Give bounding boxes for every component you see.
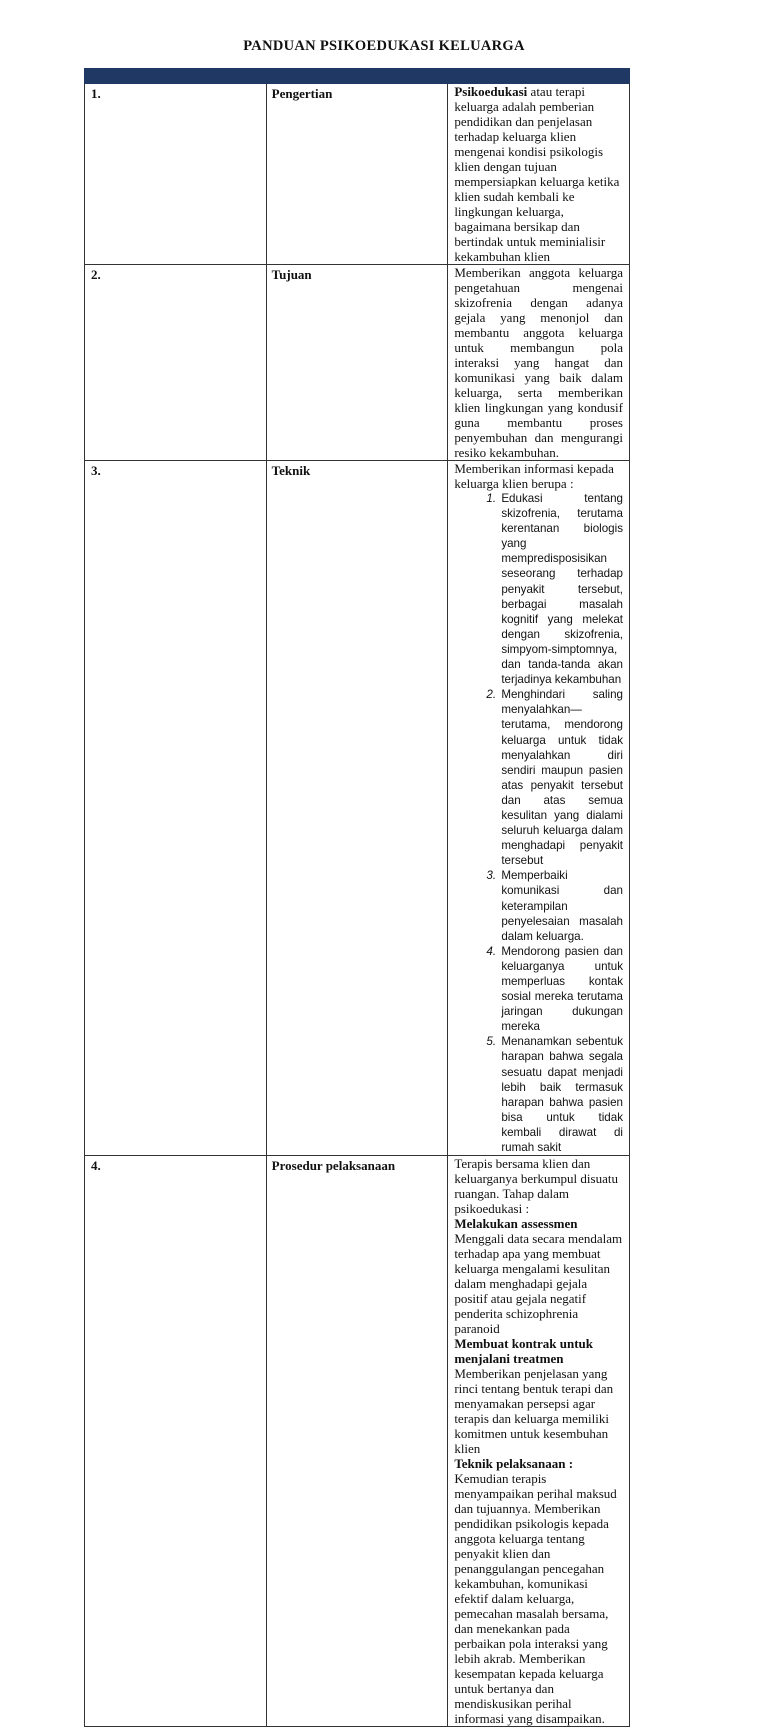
row-number: 1. <box>85 84 267 265</box>
step-heading-assessment: Melakukan assessmen <box>454 1216 578 1232</box>
list-item: 2. Menghindari saling menyalahkan—terutama, mendorong keluarga untuk tidak menyalahkan diri sendiri maupun pasien atas penyakit tersebut dan atas semua kesulitan yang dialami seluruh keluarga dalam menghadapi penyakit tersebut <box>499 687 623 868</box>
technique-intro: Memberikan informasi kepada keluarga klien berupa : <box>454 461 614 491</box>
technique-list <box>454 491 623 1155</box>
step-text-technique: Kemudian terapis menyampaikan perihal maksud dan tujuannya. Memberikan pendidikan psikologis kepada anggota keluarga tentang penyakit klien dan penanggulangan pencegahan kekambuhan, komunikasi efektif dalam keluarga, pemecahan masalah bersama, dan menekankan pada perbaikan pola interaksi yang lebih akrab. Memberikan kesempatan kepada keluarga untuk bertanya dan mendiskusikan perihal informasi yang disampaikan. <box>454 1471 617 1727</box>
row-content <box>448 461 630 1156</box>
term-psikoedukasi: Psikoedukasi <box>454 84 528 99</box>
table-row <box>85 1156 630 1727</box>
guide-table <box>84 68 630 1727</box>
step-text-assessment: Menggali data secara mendalam terhadap apa yang membuat keluarga mengalami kesulitan dalam menghadapi gejala positif atau gejala negatif penderita schizophrenia paranoid <box>454 1231 623 1337</box>
document-title: PANDUAN PSIKOEDUKASI KELUARGA <box>243 38 525 54</box>
row-label: Teknik <box>266 461 448 1156</box>
row-label: Tujuan <box>266 265 448 461</box>
step-heading-technique: Teknik pelaksanaan : <box>454 1456 574 1472</box>
row-label: Pengertian <box>266 84 448 265</box>
list-item: 4. Mendorong pasien dan keluarganya untuk memperluas kontak sosial mereka terutama jaringan dukungan mereka <box>499 944 623 1035</box>
row-content <box>448 1156 630 1727</box>
table-row <box>85 461 630 1156</box>
table-header-bar <box>85 69 630 84</box>
definition-text: atau terapi keluarga adalah pemberian pendidikan dan penjelasan terhadap keluarga klien mengenai kondisi psikologis klien dengan tujuan mempersiapkan keluarga ketika klien sudah kembali ke lingkungan keluarga, bagaimana bersikap dan bertindak untuk meminialisir kekambuhan klien <box>454 84 620 264</box>
row-content: Memberikan anggota keluarga pengetahuan mengenai skizofrenia dengan adanya gejala yang menonjol dan membantu anggota keluarga untuk membangun pola interaksi yang hangat dan komunikasi yang baik dalam keluarga, serta memberikan klien lingkungan yang kondusif guna membantu proses penyembuhan dan mengurangi resiko kekambuhan. <box>448 265 630 461</box>
list-item: 3. Memperbaiki komunikasi dan keterampilan penyelesaian masalah dalam keluarga. <box>499 868 623 943</box>
row-number: 3. <box>85 461 267 1156</box>
list-item: 1. Edukasi tentang skizofrenia, terutama kerentanan biologis yang mempredisposisikan seseorang terhadap penyakit tersebut, berbagai masalah kognitif yang melekat dengan skizofrenia, simpyom-simptomnya, dan tanda-tanda akan terjadinya kekambuhan <box>499 491 623 687</box>
step-text-contract: Memberikan penjelasan yang rinci tentang bentuk terapi dan menyamakan persepsi agar terapis dan keluarga memiliki komitmen untuk kesembuhan klien <box>454 1366 614 1457</box>
row-number: 2. <box>85 265 267 461</box>
procedure-intro: Terapis bersama klien dan keluarganya berkumpul disuatu ruangan. Tahap dalam psikoedukasi : <box>454 1156 618 1217</box>
list-item: 5. Menanamkan sebentuk harapan bahwa segala sesuatu dapat menjadi lebih baik termasuk harapan bahwa pasien bisa untuk tidak kembali dirawat di rumah sakit <box>499 1034 623 1155</box>
table-row <box>85 265 630 461</box>
step-heading-contract: Membuat kontrak untuk menjalani treatmen <box>454 1336 594 1367</box>
row-number: 4. <box>85 1156 267 1727</box>
row-content <box>448 84 630 265</box>
table-row <box>85 84 630 265</box>
row-label: Prosedur pelaksanaan <box>266 1156 448 1727</box>
